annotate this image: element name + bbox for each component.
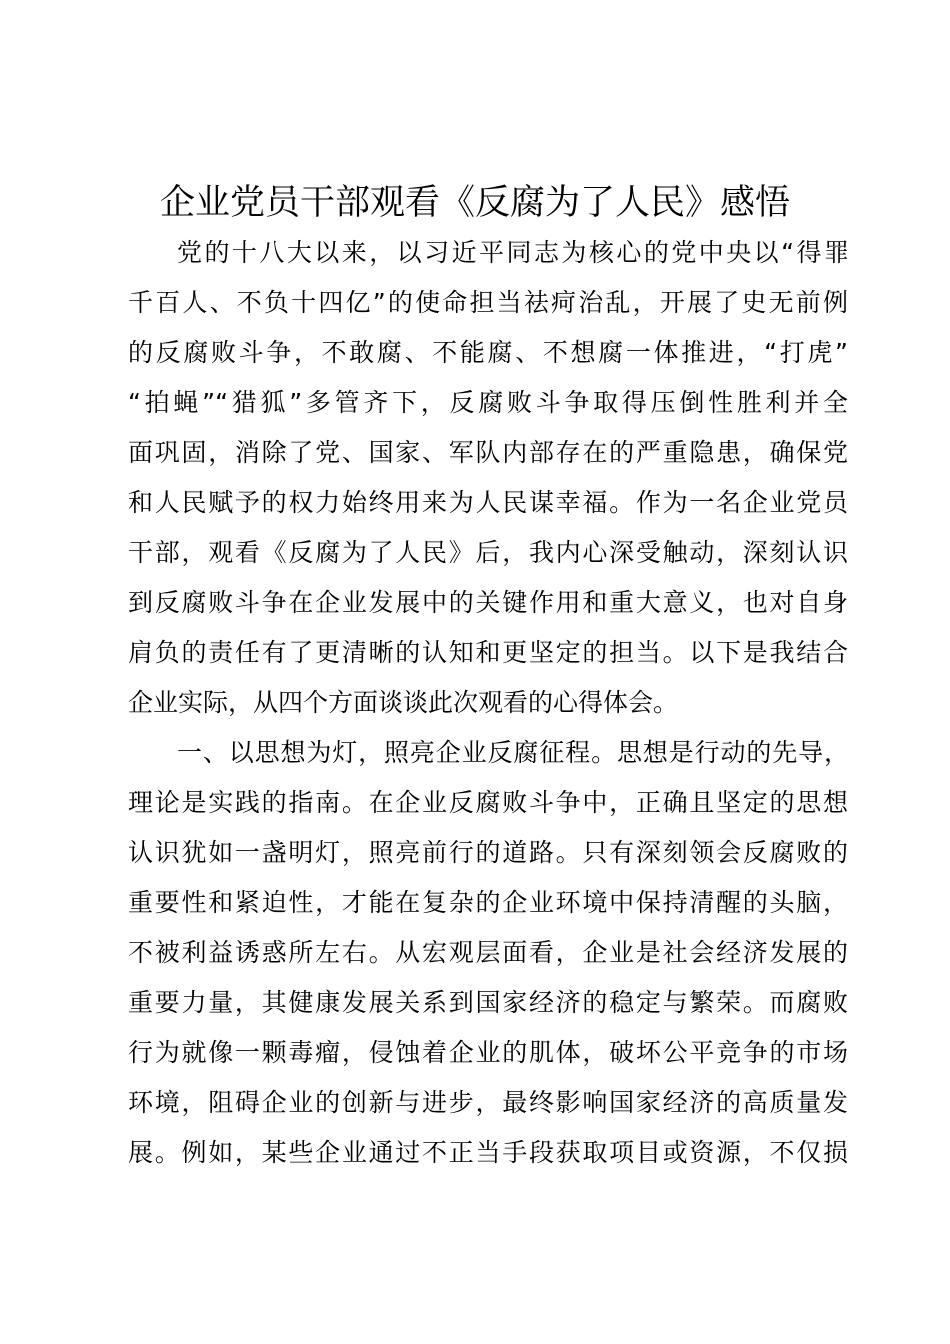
- paragraph-1-line-8: 到反腐败斗争在企业发展中的关键作用和重大意义，也对自身: [128, 588, 848, 617]
- paragraph-2-line-5: 不被利益诱惑所左右。从宏观层面看，企业是社会经济发展的: [128, 938, 848, 967]
- paragraph-1-line-6: 和人民赋予的权力始终用来为人民谋幸福。作为一名企业党员: [128, 488, 848, 517]
- paragraph-2-line-1: 一、以思想为灯，照亮企业反腐征程。思想是行动的先导，: [177, 738, 849, 767]
- paragraph-2-line-3: 认识犹如一盏明灯，照亮前行的道路。只有深刻领会反腐败的: [128, 838, 848, 867]
- paragraph-1-line-10: 企业实际，从四个方面谈谈此次观看的心得体会。: [128, 688, 679, 717]
- paragraph-2-line-6: 重要力量，其健康发展关系到国家经济的稳定与繁荣。而腐败: [128, 988, 848, 1017]
- paragraph-1-line-2: 千百人、不负十四亿”的使命担当祛疴治乱，开展了史无前例: [128, 288, 848, 317]
- paragraph-1-line-7: 干部，观看《反腐为了人民》后，我内心深受触动，深刻认识: [128, 538, 848, 567]
- paragraph-1-line-3: 的反腐败斗争，不敢腐、不能腐、不想腐一体推进，“打虎”: [128, 338, 848, 367]
- document-title: 企业党员干部观看《反腐为了人民》感悟: [159, 183, 790, 223]
- paragraph-2-line-2: 理论是实践的指南。在企业反腐败斗争中，正确且坚定的思想: [128, 788, 848, 817]
- paragraph-2-line-4: 重要性和紧迫性，才能在复杂的企业环境中保持清醒的头脑，: [128, 888, 848, 917]
- paragraph-2-line-7: 行为就像一颗毒瘤，侵蚀着企业的肌体，破坏公平竞争的市场: [128, 1038, 848, 1067]
- paragraph-1-line-9: 肩负的责任有了更清晰的认知和更坚定的担当。以下是我结合: [128, 638, 848, 667]
- paragraph-1-line-1: 党的十八大以来，以习近平同志为核心的党中央以“得罪: [177, 238, 849, 267]
- paragraph-2-line-8: 环境，阻碍企业的创新与进步，最终影响国家经济的高质量发: [128, 1088, 848, 1117]
- paragraph-2-line-9: 展。例如，某些企业通过不正当手段获取项目或资源，不仅损: [128, 1138, 848, 1167]
- paragraph-1-line-4: “拍蝇”“猎狐”多管齐下，反腐败斗争取得压倒性胜利并全: [128, 388, 848, 417]
- paragraph-1-line-5: 面巩固，消除了党、国家、军队内部存在的严重隐患，确保党: [128, 438, 848, 467]
